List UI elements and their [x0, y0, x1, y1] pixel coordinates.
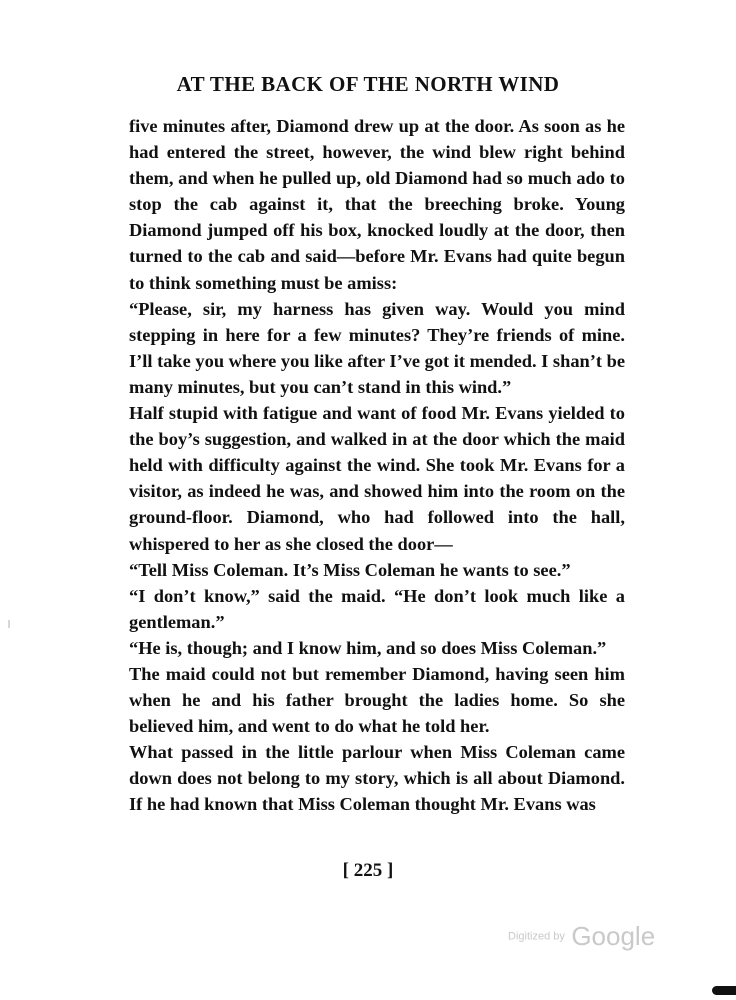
page-number: [ 225 ] — [342, 860, 394, 881]
scan-corner-mark — [712, 986, 736, 995]
paragraph: What passed in the little parlour when Miss Coleman came down does not belong to my story, which is all about Diamond. If he had known that Miss Coleman thought Mr. Evans was — [129, 742, 625, 815]
paragraph-continuation: five minutes after, Diamond drew up at the door. As soon as he had entered the street, however, the wind blew right behind them, and when he pulled up, old Diamond had so much ado to stop the cab against it, that the breeching broke. Young Diamond jumped off his box, knocked loudly at the door, then turned to the cab and said—before Mr. Evans had quite begun to think something must be amiss: — [129, 116, 625, 293]
paragraph: Half stupid with fatigue and want of food Mr. Evans yielded to the boy’s suggestion, and walked in at the door which the maid held with difficulty against the wind. She took Mr. Evans for a visitor, as indeed he was, and showed him into the room on the ground-floor. Diamond, who had followed into the hall, whispered to her as she closed the door— — [129, 403, 625, 554]
paragraph: “I don’t know,” said the maid. “He don’t look much like a gentleman.” — [129, 585, 625, 632]
paragraph: “Please, sir, my harness has given way. Would you mind stepping in here for a few minutes? They’re friends of mine. I’ll take you where you like after I’ve got it mended. I shan’t be many minutes, but you can’t stand in this wind.” — [129, 298, 625, 397]
paragraph: “He is, though; and I know him, and so does Miss Coleman.” — [129, 637, 607, 658]
scan-mark — [8, 620, 10, 628]
watermark-prefix: Digitized by — [508, 930, 565, 943]
paragraph: The maid could not but remember Diamond, having seen him when he and his father brought the ladies home. So she believed him, and went to do what he told her. — [129, 663, 625, 737]
paragraph: “Tell Miss Coleman. It’s Miss Coleman he wants to see.” — [129, 559, 571, 580]
digitized-watermark — [508, 921, 655, 952]
running-head: AT THE BACK OF THE NORTH WIND — [176, 72, 560, 96]
watermark-logo: Google — [571, 921, 656, 951]
body-text — [129, 113, 625, 818]
